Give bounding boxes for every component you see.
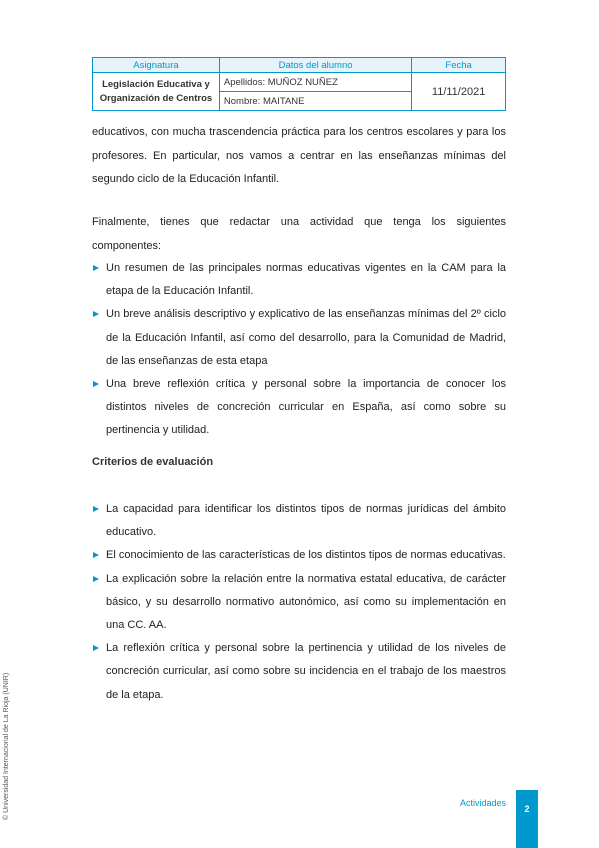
arrow-bullet-icon bbox=[93, 311, 99, 317]
list-item bbox=[92, 568, 506, 638]
arrow-bullet-icon bbox=[93, 265, 99, 271]
course-name-cell bbox=[93, 73, 220, 111]
arrow-bullet-icon bbox=[93, 506, 99, 512]
course-name-line-1: Legislación Educativa y bbox=[102, 78, 210, 90]
student-name: Nombre: MAITANE bbox=[219, 92, 411, 111]
criteria-heading: Criterios de evaluación bbox=[92, 456, 214, 468]
arrow-bullet-icon bbox=[93, 576, 99, 582]
list-item-text: Una breve reflexión crítica y personal sobre la importancia de conocer los distintos niveles de concreción curricular en España, así como sobre su pertinencia y utilidad. bbox=[106, 378, 506, 437]
header-subject-label: Asignatura bbox=[93, 58, 220, 73]
arrow-bullet-icon bbox=[93, 381, 99, 387]
list-item bbox=[92, 544, 506, 567]
arrow-bullet-icon bbox=[93, 645, 99, 651]
student-surname: Apellidos: MUÑOZ NUÑEZ bbox=[219, 73, 411, 92]
list-item-text: La explicación sobre la relación entre la normativa estatal educativa, de carácter básico, y su desarrollo normativo autonómico, así como su implementación en una CC. AA. bbox=[106, 572, 506, 632]
arrow-bullet-icon bbox=[93, 552, 99, 558]
list-item-text: El conocimiento de las características de los distintos tipos de normas educativas. bbox=[106, 549, 506, 562]
course-name-line-2: Organización de Centros bbox=[99, 92, 213, 104]
list-item bbox=[92, 637, 506, 707]
task-paragraph: Finalmente, tienes que redactar una actividad que tenga los siguientes componentes: bbox=[92, 216, 506, 252]
criteria-list bbox=[92, 498, 506, 707]
page-number: 2 bbox=[524, 804, 530, 814]
header-student-label: Datos del alumno bbox=[219, 58, 411, 73]
header-date-label: Fecha bbox=[412, 58, 506, 73]
page-number-tab bbox=[516, 790, 538, 848]
list-item bbox=[92, 303, 506, 373]
list-item bbox=[92, 498, 506, 544]
components-list bbox=[92, 257, 506, 443]
copyright-side-credit: © Universidad Internacional de La Rioja (UNIR) bbox=[3, 672, 10, 820]
list-item-text: Un resumen de las principales normas educativas vigentes en la CAM para la etapa de la Educación Infantil. bbox=[106, 262, 506, 298]
intro-paragraph: educativos, con mucha trascendencia práctica para los centros escolares y para los profesores. En particular, nos vamos a centrar en las enseñanzas mínimas del segundo ciclo de la Educación Infantil. bbox=[92, 126, 506, 185]
list-item bbox=[92, 257, 506, 303]
footer-section-label: Actividades bbox=[460, 798, 507, 808]
list-item-text: La capacidad para identificar los distintos tipos de normas jurídicas del ámbito educativo. bbox=[106, 503, 506, 539]
list-item-text: Un breve análisis descriptivo y explicativo de las enseñanzas mínimas del 2º ciclo de la Educación Infantil, así como del desarrollo, para la Comunidad de Madrid, de las enseñanzas de esta etapa bbox=[106, 308, 506, 367]
list-item-text: La reflexión crítica y personal sobre la pertinencia y utilidad de los niveles de concreción curricular, así como sobre su incidencia en el trabajo de los maestros de la etapa. bbox=[106, 642, 506, 701]
submission-date: 11/11/2021 bbox=[412, 73, 506, 111]
document-header-table bbox=[92, 57, 506, 111]
list-item bbox=[92, 373, 506, 443]
